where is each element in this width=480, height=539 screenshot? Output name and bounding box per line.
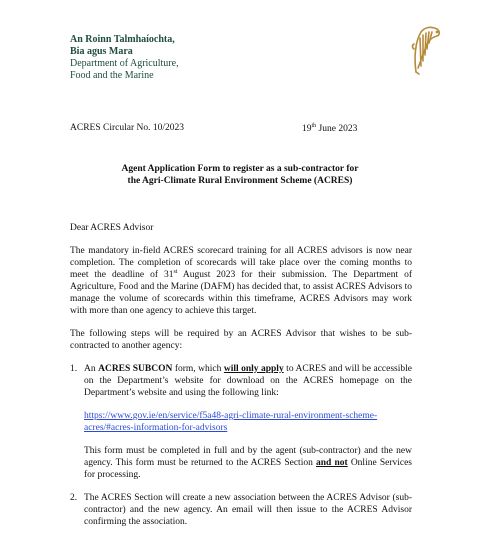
list-item: 1. An ACRES SUBCON form, which will only apply to ACRES and will be accessible on the Department’s website for download on the ACRES homepage on the Department’s website and using the following link: https://www.gov.ie/en/service/f5a48-agri-climate-rural-environment-scheme-acres/#acres-information-for-advisors This form must be completed in full and by the agent (sub-contractor) and the new agency. This form must be returned to the ACRES Section and not Online Services for processing.	[70, 364, 413, 480]
circular-date: 19th June 2023	[302, 123, 358, 135]
steps-list	[70, 363, 412, 528]
circular-number: ACRES Circular No. 10/2023	[70, 123, 184, 133]
document-title: Agent Application Form to register as a sub-contractor for the Agri-Climate Rural Environment Scheme (ACRES)	[121, 164, 359, 186]
step-1-text: An ACRES SUBCON form, which will only apply to ACRES and will be accessible on the Department’s website for download on the ACRES homepage on the Department’s website and using the following link:	[84, 364, 412, 398]
department-name-irish: An Roinn Talmhaíochta, Bia agus Mara	[70, 34, 175, 57]
acres-info-link[interactable]: https://www.gov.ie/en/service/f5a48-agri-climate-rural-environment-scheme-acres/#acres-information-for-advisors	[84, 411, 378, 433]
department-name-english: Department of Agriculture, Food and the Marine	[70, 58, 179, 81]
letter-body	[70, 222, 412, 539]
department-name	[70, 34, 179, 82]
salutation: Dear ACRES Advisor	[70, 223, 154, 233]
paragraph-intro: The mandatory in-field ACRES scorecard training for all ACRES advisors is now near completion. The completion of scorecards will take place over the coming months to meet the deadline of 31st August 2023 for their submission. The Department of Agriculture, Food and the Marine (DAFM) has decided that, to assist ACRES Advisors to manage the volume of scorecards within this timeframe, ACRES Advisors may work with more than one agency to achieve this target.	[70, 246, 412, 316]
paragraph-steps-intro: The following steps will be required by an ACRES Advisor that wishes to be sub-contracted to another agency:	[70, 329, 412, 351]
harp-icon	[409, 24, 443, 76]
step-2-text: The ACRES Section will create a new association between the ACRES Advisor (sub-contractor) and the new agency. An email will then issue to the ACRES Advisor confirming the association.	[84, 493, 412, 527]
step-1-return-text: This form must be completed in full and by the agent (sub-contractor) and the new agency. This form must be returned to the ACRES Section and not Online Services for processing.	[84, 446, 413, 480]
list-item: 2. The ACRES Section will create a new association between the ACRES Advisor (sub-contractor) and the new agency. An email will then issue to the ACRES Advisor confirming the association.	[70, 493, 412, 527]
